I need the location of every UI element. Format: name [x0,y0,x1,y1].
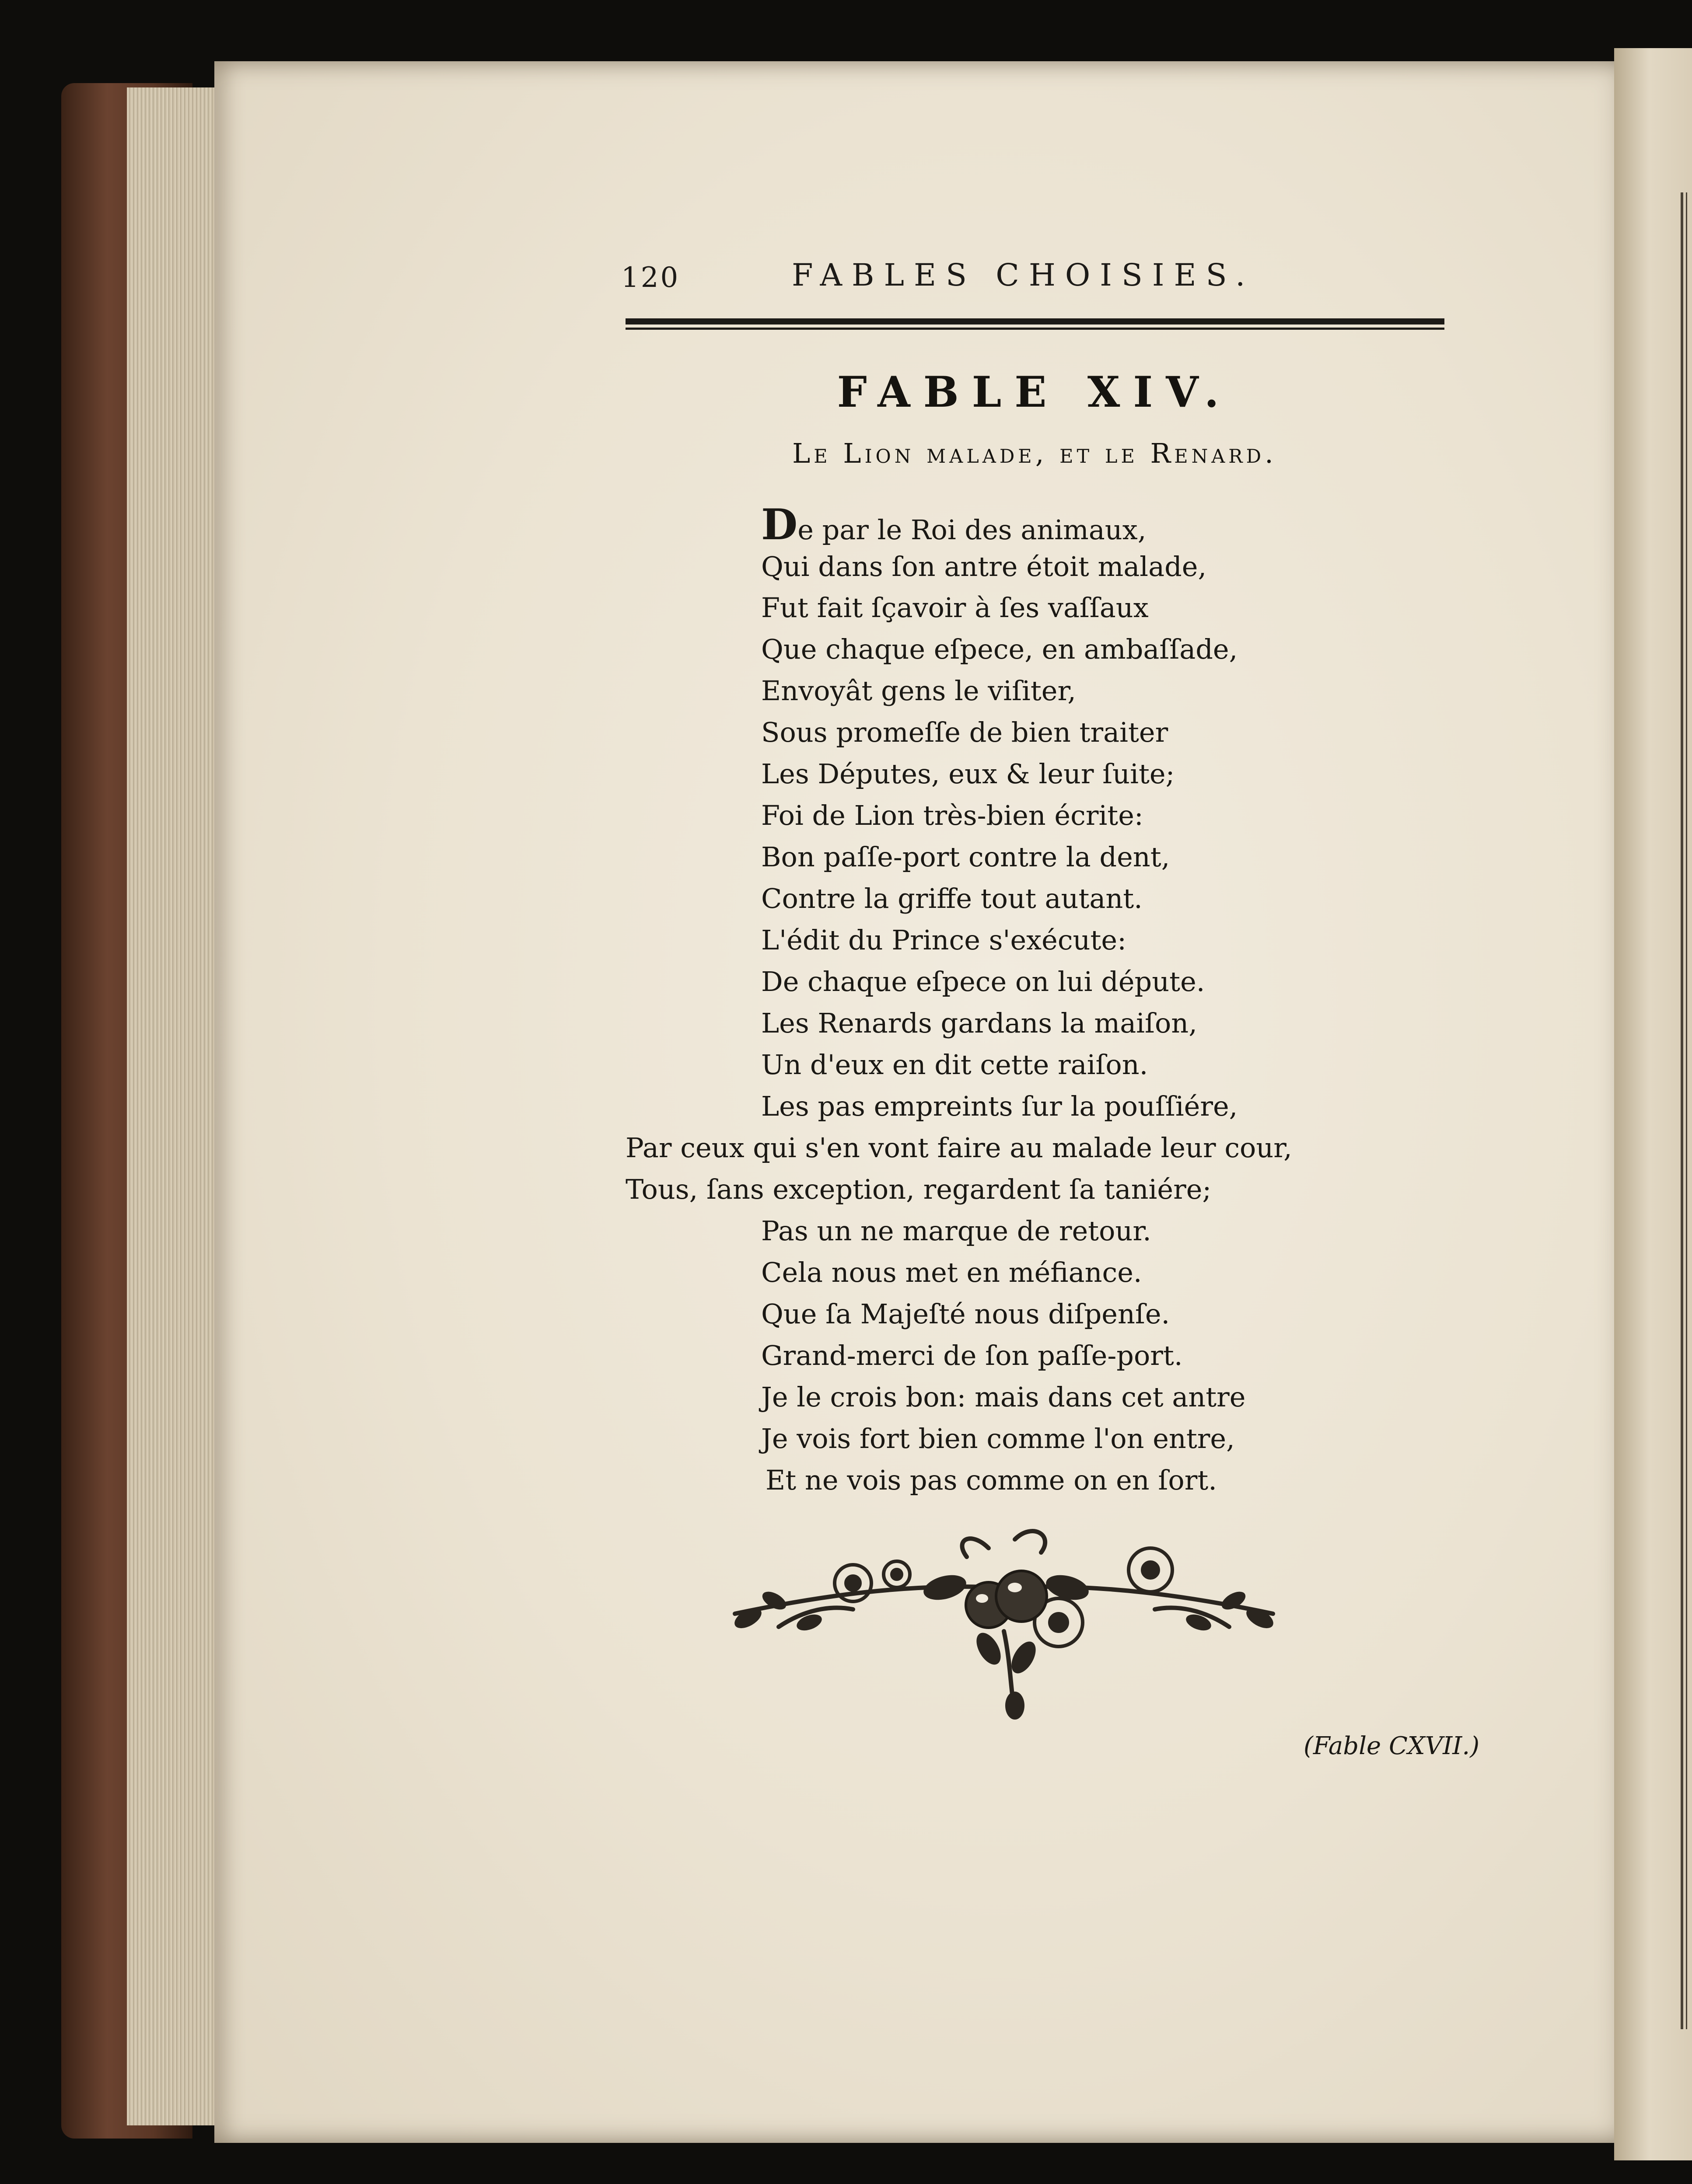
verse-line: De chaque eſpece on lui députe. [761,966,1205,998]
verse-line: Les Députes, eux & leur ſuite; [761,758,1175,790]
verse-line: Bon paſſe-port contre la dent, [761,841,1170,873]
verse-line: Foi de Lion très-bien écrite: [761,799,1143,831]
verse-line: Grand-merci de ſon paſſe-port. [761,1340,1183,1371]
verse-line: Je le crois bon: mais dans cet antre [761,1381,1246,1413]
facing-page-border-inner [1686,192,1687,2029]
header-rule-thick [626,318,1444,324]
catchword: (Fable CXVII.) [1304,1732,1480,1760]
verse-line: Que ſa Majeſté nous diſpenſe. [761,1298,1170,1330]
book-title: FABLES CHOISIES. [792,257,1255,293]
verse-line: Par ceux qui s'en vont faire au malade leur cour, [626,1132,1292,1164]
verse-line: Sous promeſſe de bien traiter [761,716,1168,748]
header-rule-thin [626,328,1444,330]
verse-line: Les Renards gardans la maiſon, [761,1007,1197,1039]
fable-number: FABLE XIV. [837,367,1232,417]
verse-line: L'édit du Prince s'exécute: [761,924,1126,956]
verse-line: Pas un ne marque de retour. [761,1215,1151,1247]
running-head [621,257,1452,297]
verse-line: Qui dans ſon antre étoit malade, [761,551,1207,583]
header-rule [626,318,1444,330]
verse-line: Tous, ſans exception, regardent ſa taniére; [626,1173,1212,1205]
facing-page-border [1681,192,1683,2029]
verse-line: Contre la griffe tout autant. [761,883,1143,914]
verse-line: Que chaque eſpece, en ambaſſade, [761,633,1238,665]
verse-line: Et ne vois pas comme on en ſort. [766,1464,1217,1496]
page-number: 120 [621,262,680,294]
ornament-fruit [996,1571,1047,1622]
verse-line: Les pas empreints ſur la pouſſiére, [761,1090,1238,1122]
floral-ornament [709,1522,1299,1727]
drop-initial: D [761,500,798,549]
verse-line: Cela nous met en méfiance. [761,1256,1142,1288]
verse-line: Je vois fort bien comme l'on entre, [761,1423,1235,1455]
verse-line: Un d'eux en dit cette raiſon. [761,1049,1148,1081]
verse-line: De par le Roi des animaux, [761,500,1147,549]
verse-line: Envoyât gens le viſiter, [761,675,1076,707]
verse-line: Fut fait ſçavoir à ſes vaſſaux [761,592,1149,624]
fable-subtitle: Le Lion malade, et le Renard. [792,437,1277,469]
